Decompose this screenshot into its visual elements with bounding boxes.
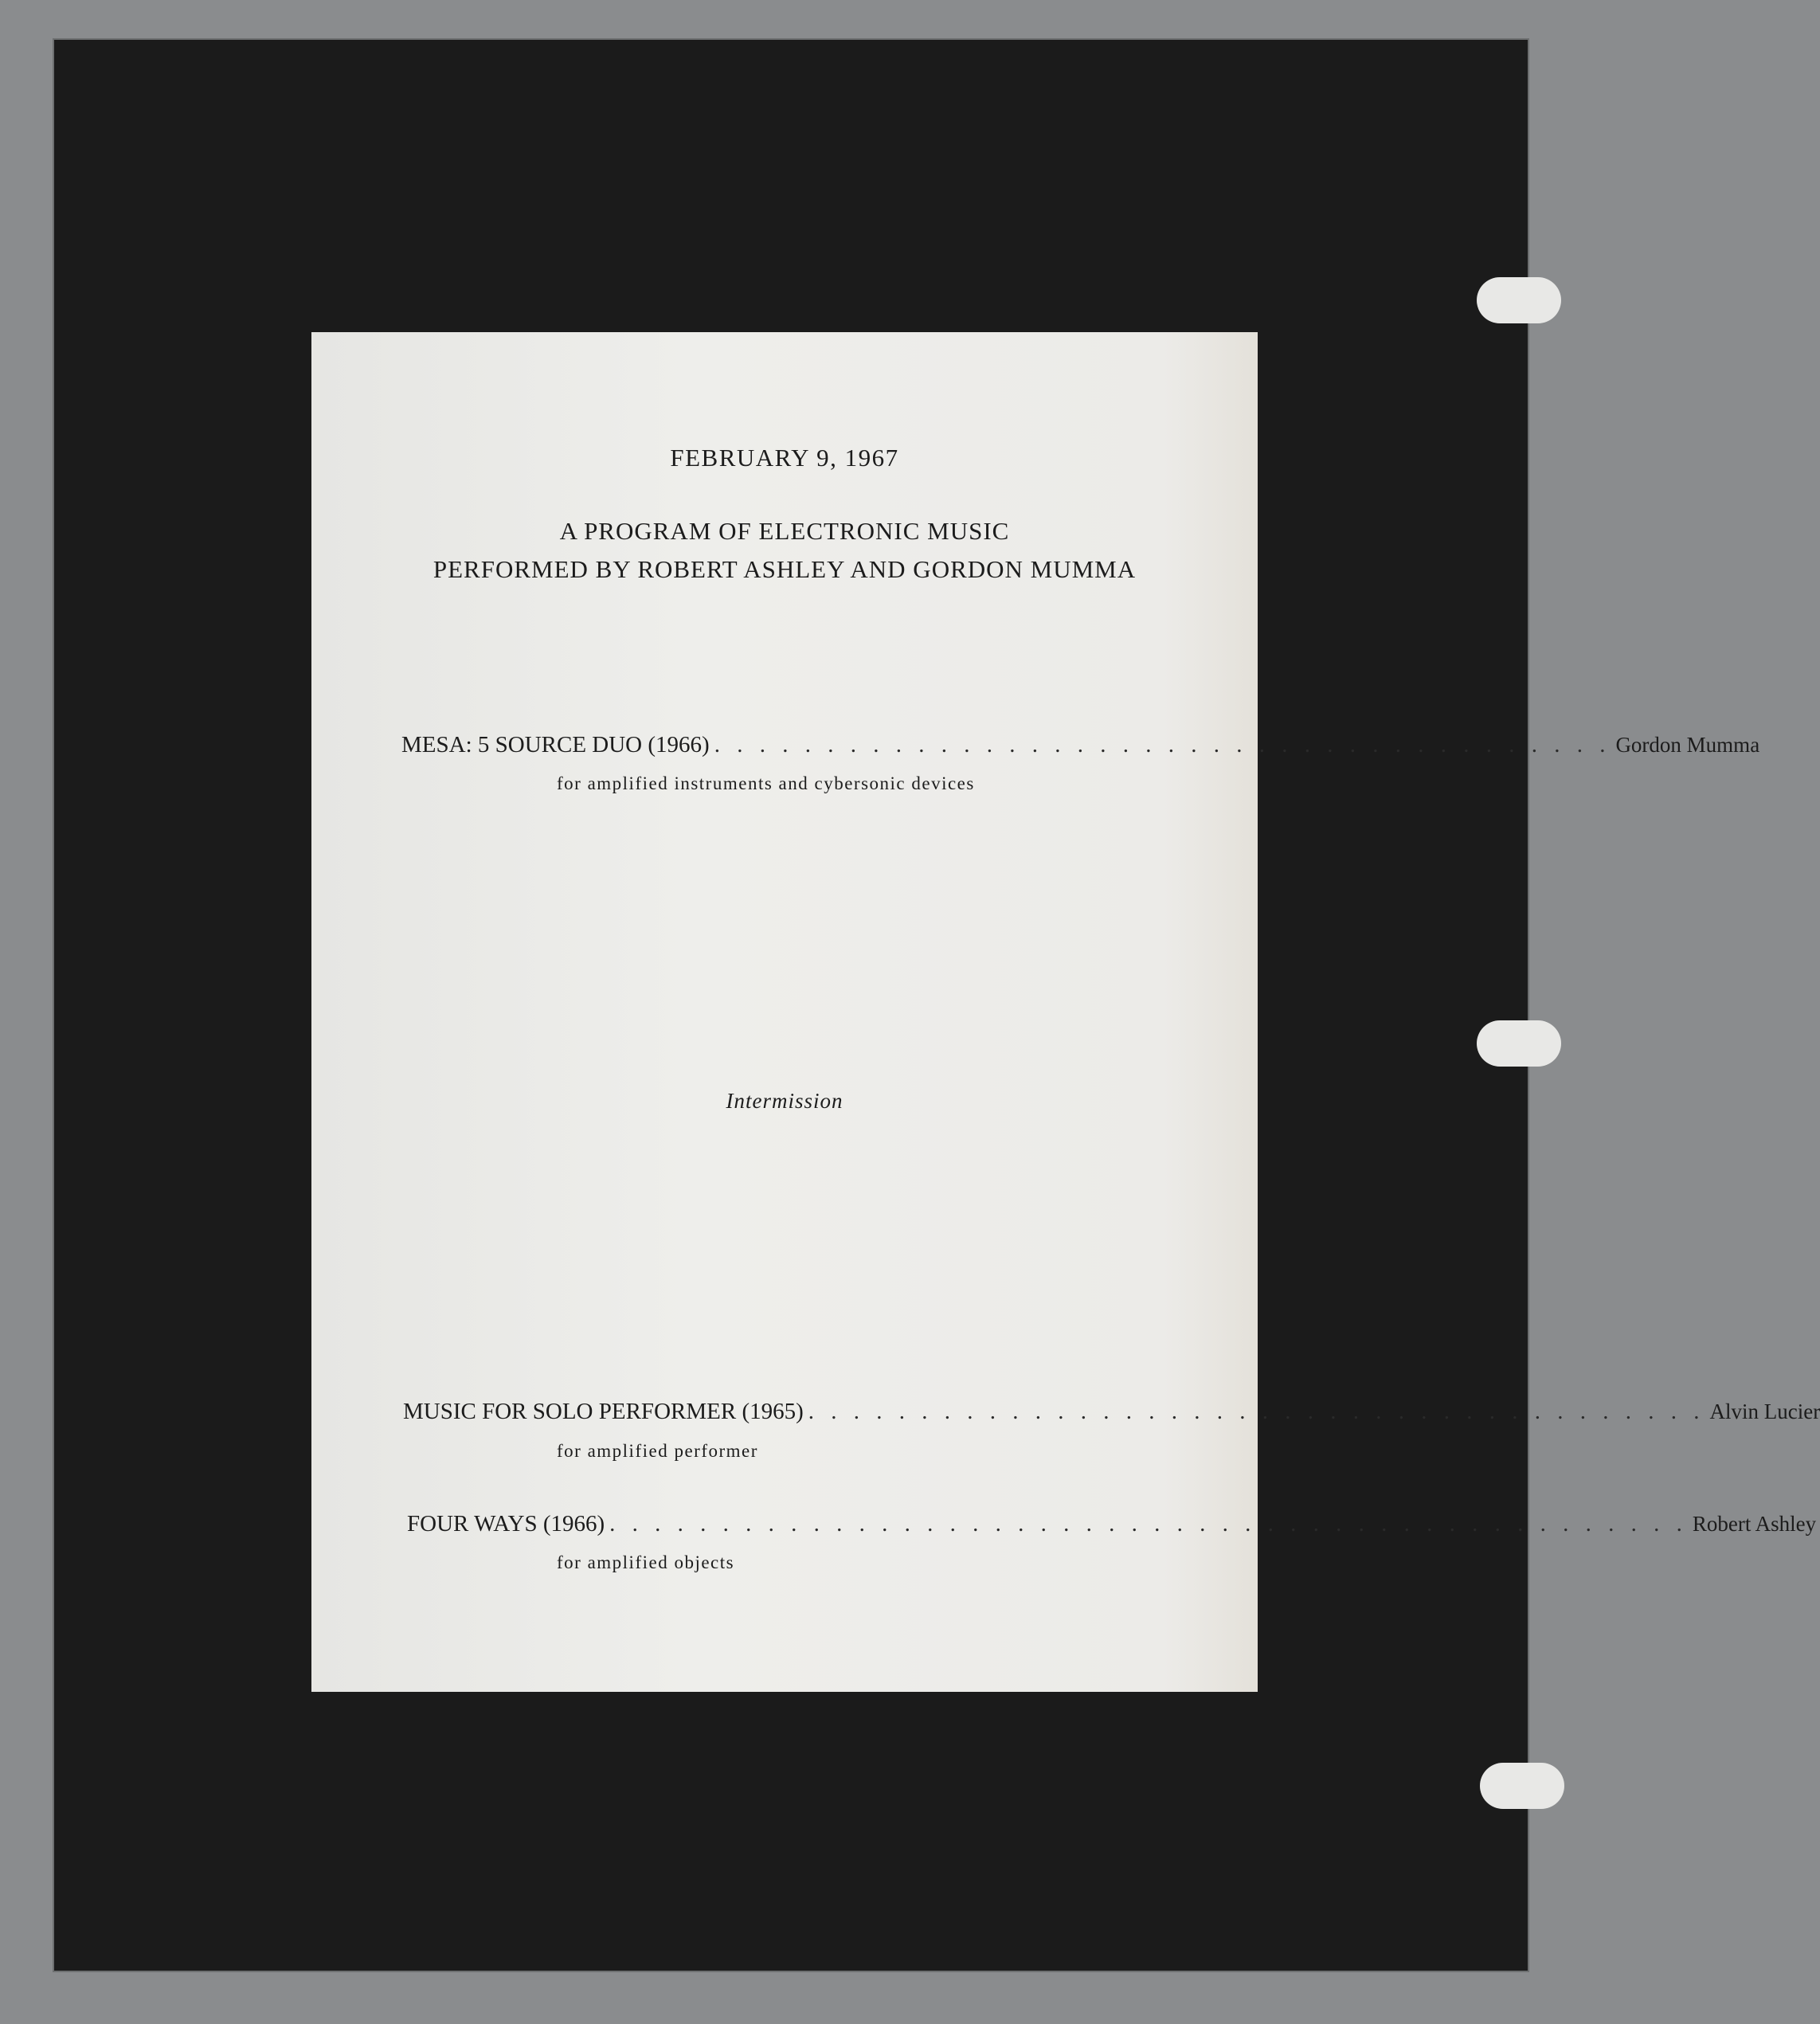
event-date: FEBRUARY 9, 1967	[670, 444, 899, 472]
composer-name: Robert Ashley	[1692, 1512, 1817, 1536]
composer-name: Gordon Mumma	[1615, 733, 1760, 757]
binder-punch-hole	[1477, 1020, 1561, 1067]
program-sheet	[311, 332, 1820, 1692]
work-title: FOUR WAYS (1966)	[407, 1511, 605, 1537]
dot-leader: . . . . . . . . . . . . . . . . . . . . . . . . . . . . . . . . . . . . . . . .	[714, 732, 1611, 758]
binder-punch-hole	[1477, 277, 1561, 323]
program-work-entry	[403, 1399, 1820, 1425]
work-title: MESA: 5 SOURCE DUO (1966)	[401, 732, 710, 758]
work-title: MUSIC FOR SOLO PERFORMER (1965)	[403, 1399, 804, 1424]
work-instrumentation: for amplified instruments and cybersonic devices	[557, 773, 975, 793]
program-work-entry	[407, 1511, 1817, 1537]
program-work-entry	[401, 732, 1760, 758]
dot-leader: . . . . . . . . . . . . . . . . . . . . . . . . . . . . . . . . . . . . . . . . . . . . . . . .	[609, 1511, 1688, 1537]
intermission-label: Intermission	[726, 1089, 843, 1113]
work-instrumentation: for amplified performer	[557, 1441, 758, 1461]
work-instrumentation: for amplified objects	[557, 1552, 735, 1572]
program-title-line-1: A PROGRAM OF ELECTRONIC MUSIC	[559, 517, 1010, 545]
composer-name: Alvin Lucier	[1709, 1400, 1820, 1423]
program-title-line-2: PERFORMED BY ROBERT ASHLEY AND GORDON MUMMA	[432, 555, 1137, 583]
dot-leader: . . . . . . . . . . . . . . . . . . . . . . . . . . . . . . . . . . . . . . . .	[808, 1399, 1705, 1424]
binder-punch-hole	[1480, 1763, 1564, 1809]
